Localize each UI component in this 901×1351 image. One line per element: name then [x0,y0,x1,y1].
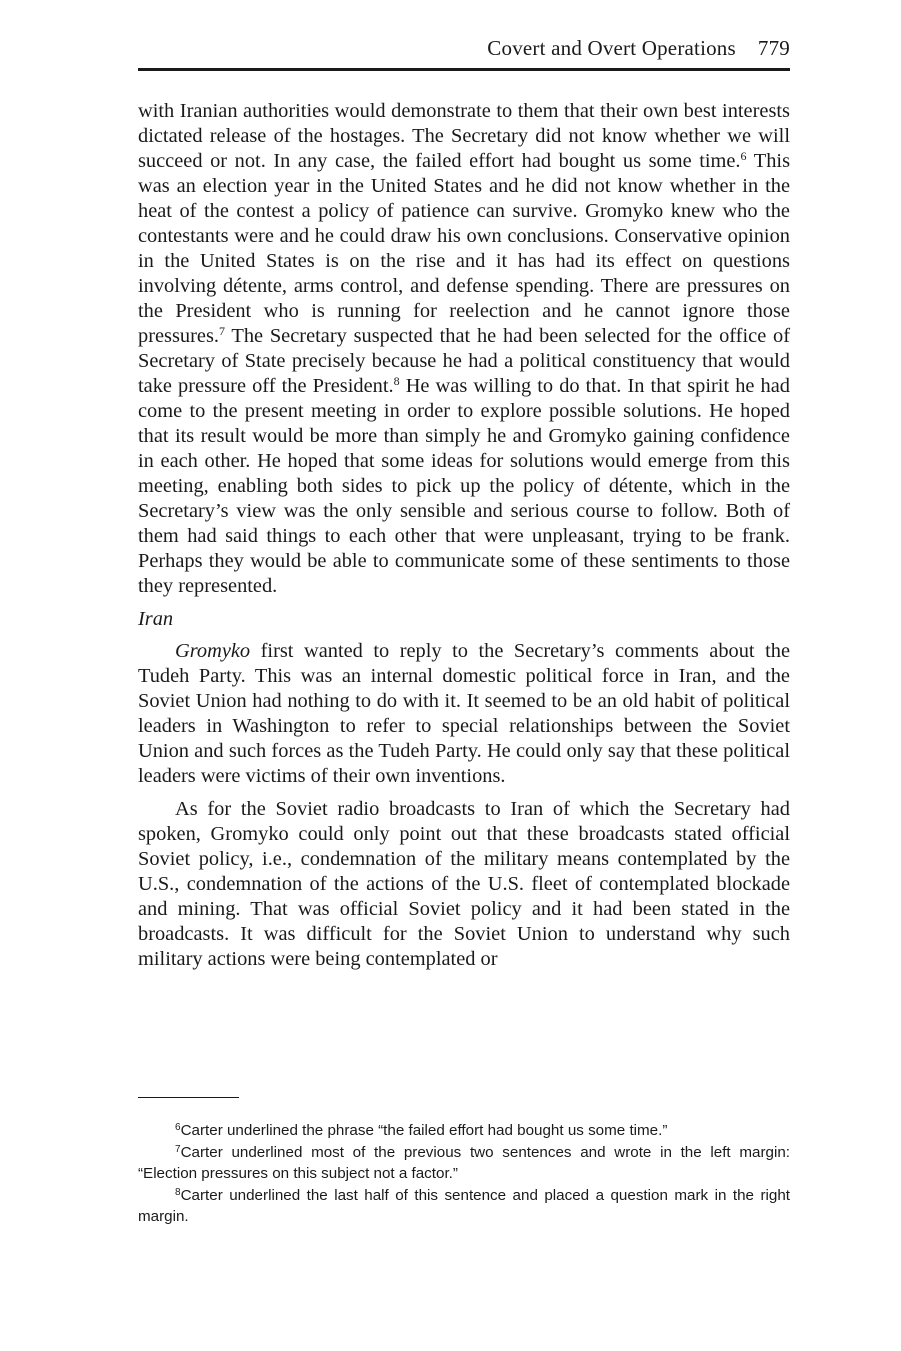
footnote-7-text: Carter underlined most of the previous two sentences and wrote in the left margin: “Election pressures on this subject not a factor.” [138,1144,790,1182]
footnote-ref-7[interactable]: 7 [218,324,225,338]
paragraph-1-text-b: This was an election year in the United States and he did not know whether in the heat of the contest a policy of patience can survive. Gromyko knew who the contestants were and he could draw his own conclusions. Conservative opinion in the United States is on the rise and it has had its effect on questions involving détente, arms control, and defense spending. There are pressures on the President who is running for reelection and he cannot ignore those pressures. [138,150,791,347]
speaker-name: Gromyko [175,640,251,662]
footnote-rule [138,1097,239,1098]
paragraph-1-text-c: The Secretary suspected that he had been selected for the office of Secretary of State precisely because he had a political constituency that would take pressure off the President. [138,325,790,397]
footnote-ref-6[interactable]: 6 [740,149,747,163]
footnote-8-text: Carter underlined the last half of this sentence and placed a question mark in the right margin. [138,1187,790,1225]
paragraph-2 [138,639,790,789]
footnote-8 [138,1185,790,1227]
footnote-6 [138,1120,790,1141]
section-heading-iran: Iran [138,608,174,630]
body-text [138,99,790,972]
footnotes [138,1120,790,1227]
page-number: 779 [757,36,790,60]
paragraph-1-text-a: with Iranian authorities would demonstrate to them that their own best interests dictated release of the hostages. The Secretary did not know whether we will succeed or not. In any case, the failed effort had bought us some time. [138,100,790,172]
paragraph-1-text-d: He was willing to do that. In that spirit he had come to the present meeting in order to explore possible solutions. He hoped that its result would be more than simply he and Gromyko gaining confidence in each other. He hoped that some ideas for solutions would emerge from this meeting, enabling both sides to pick up the policy of détente, which in the Secretary’s view was the only sensible and serious course to follow. Both of them had said things to each other that were unpleasant, trying to be frank. Perhaps they would be able to communicate some of these sentiments to those they represented. [138,375,790,597]
paragraph-1 [138,99,790,599]
footnote-6-text: Carter underlined the phrase “the failed effort had bought us some time.” [180,1122,668,1139]
footnote-7 [138,1142,790,1184]
paragraph-3: As for the Soviet radio broadcasts to Iran of which the Secretary had spoken, Gromyko could only point out that these broadcasts stated official Soviet policy, i.e., condemnation of the military means contemplated by the U.S., condemnation of the actions of the U.S. fleet of contemplated blockade and mining. That was official Soviet policy and it had been stated in the broadcasts. It was difficult for the Soviet Union to understand why such military actions were being contemplated or [138,798,790,970]
running-title: Covert and Overt Operations [487,36,736,60]
header-rule [138,68,790,71]
footnote-6-number: 6 [175,1122,181,1133]
running-head [138,36,790,64]
footnote-ref-8[interactable]: 8 [393,374,400,388]
footnote-7-number: 7 [175,1144,181,1155]
footnote-8-number: 8 [175,1187,181,1198]
paragraph-2-text: first wanted to reply to the Secretary’s comments about the Tudeh Party. This was an internal domestic political force in Iran, and the Soviet Union had nothing to do with it. It seemed to be an old habit of political leaders in Washington to refer to special relationships between the Soviet Union and such forces as the Tudeh Party. He could only say that these political leaders were victims of their own inventions. [138,640,790,787]
